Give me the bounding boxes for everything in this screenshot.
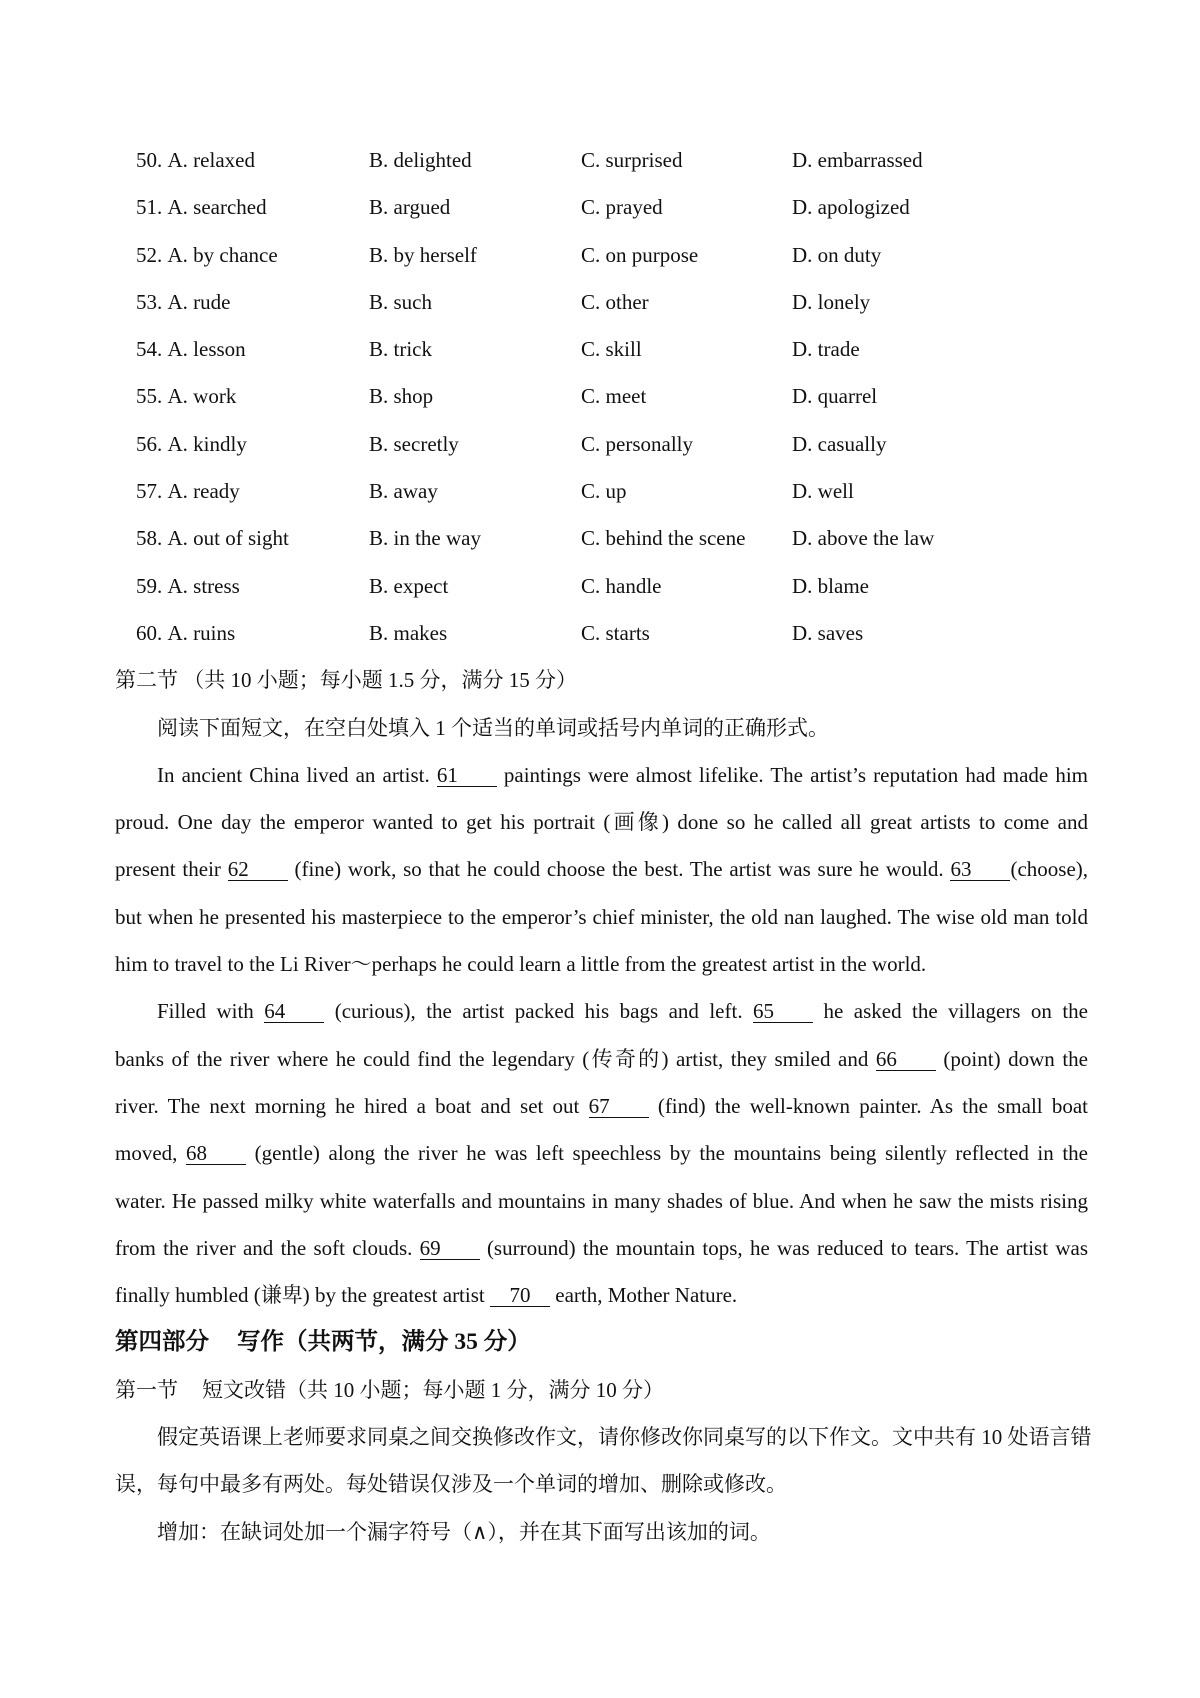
section-2-heading: 第二节 （共 10 小题；每小题 1.5 分，满分 15 分） xyxy=(115,668,577,693)
blank-61: 61 xyxy=(437,765,497,787)
option-c: C. behind the scene xyxy=(581,526,746,551)
option-b: B. secretly xyxy=(369,431,459,456)
question-number: 58. xyxy=(136,526,163,551)
passage-text: water. He passed milky white waterfalls and mountains in many shades of blue. And when he saw the mists rising xyxy=(115,1188,1088,1213)
option-a: A. rude xyxy=(167,289,231,314)
section-1-instruction-line: 误，每句中最多有两处。每处错误仅涉及一个单词的增加、删除或修改。 xyxy=(115,1472,787,1497)
question-row xyxy=(115,232,1088,279)
option-b: B. shop xyxy=(369,384,434,409)
option-a: A. relaxed xyxy=(167,148,255,172)
option-d: D. on duty xyxy=(792,242,882,267)
passage-text: from the river and the soft clouds. xyxy=(115,1235,420,1260)
passage-text: (point) down the xyxy=(935,1046,1089,1071)
question-row xyxy=(115,137,1088,184)
option-c: C. other xyxy=(581,289,649,314)
option-d: D. casually xyxy=(792,431,887,456)
passage-line xyxy=(115,1130,1088,1177)
blank-69: 69 xyxy=(420,1238,480,1260)
question-row xyxy=(115,610,1088,657)
option-c: C. skill xyxy=(581,337,642,362)
section-2-instruction: 阅读下面短文，在空白处填入 1 个适当的单词或括号内单词的正确形式。 xyxy=(157,715,829,740)
passage-line xyxy=(115,1225,1088,1272)
passage-text: present their xyxy=(115,857,228,882)
option-d: D. blame xyxy=(792,573,869,598)
option-a: A. lesson xyxy=(167,337,246,362)
question-cell xyxy=(136,421,247,468)
question-number: 54. xyxy=(136,337,163,362)
passage-text: Filled with xyxy=(157,999,265,1024)
question-cell xyxy=(136,184,267,231)
blank-70: 70 xyxy=(490,1285,550,1307)
option-c: C. personally xyxy=(581,431,693,456)
question-number: 53. xyxy=(136,289,163,314)
question-cell xyxy=(136,563,240,610)
question-cell xyxy=(136,373,236,420)
question-cell xyxy=(136,232,278,279)
blank-63: 63 xyxy=(950,859,1010,881)
option-c: C. surprised xyxy=(581,148,683,172)
section-1-instruction-line: 假定英语课上老师要求同桌之间交换修改作文，请你修改你同桌写的以下作文。文中共有 10 处语言错 xyxy=(157,1425,1092,1450)
passage-text: paintings were almost lifelike. The artist’s reputation had made him xyxy=(496,762,1088,787)
option-d: D. above the law xyxy=(792,526,935,551)
question-row xyxy=(115,515,1088,562)
question-row xyxy=(115,326,1088,373)
blank-68: 68 xyxy=(186,1143,246,1165)
question-row xyxy=(115,468,1088,515)
option-d: D. well xyxy=(792,479,854,504)
option-c: C. up xyxy=(581,479,627,504)
blank-62: 62 xyxy=(228,859,288,881)
blank-65: 65 xyxy=(753,1001,813,1023)
option-b: B. trick xyxy=(369,337,432,362)
question-number: 51. xyxy=(136,195,163,220)
option-d: D. apologized xyxy=(792,195,910,220)
question-number: 60. xyxy=(136,620,163,645)
passage-text: (gentle) along the river he was left speechless by the mountains being silently reflected in the xyxy=(246,1141,1089,1166)
passage-line xyxy=(115,1083,1088,1130)
passage-line xyxy=(115,799,1088,846)
question-cell xyxy=(136,515,289,562)
option-c: C. prayed xyxy=(581,195,663,220)
question-cell xyxy=(136,610,235,657)
question-number: 55. xyxy=(136,384,163,409)
question-row xyxy=(115,184,1088,231)
passage-text: moved, xyxy=(115,1141,187,1166)
question-cell xyxy=(136,137,255,184)
option-b: B. delighted xyxy=(369,148,472,172)
cloze-options-list xyxy=(115,137,1088,657)
reading-passage xyxy=(115,752,1088,1320)
option-d: D. lonely xyxy=(792,289,871,314)
question-cell xyxy=(136,468,240,515)
option-a: A. ruins xyxy=(167,620,236,645)
passage-line xyxy=(115,941,1088,988)
question-number: 59. xyxy=(136,573,163,598)
question-number: 57. xyxy=(136,479,163,504)
question-row xyxy=(115,279,1088,326)
blank-66: 66 xyxy=(876,1049,936,1071)
part-4-heading xyxy=(115,1319,1088,1366)
passage-line xyxy=(115,1272,1088,1319)
question-row xyxy=(115,421,1088,468)
question-row xyxy=(115,563,1088,610)
section-1-title: 短文改错（共 10 小题；每小题 1 分，满分 10 分） xyxy=(202,1377,664,1402)
option-a: A. searched xyxy=(167,195,267,220)
option-b: B. argued xyxy=(369,195,451,220)
option-b: B. makes xyxy=(369,620,448,645)
passage-line xyxy=(115,1036,1088,1083)
passage-text: (curious), the artist packed his bags and left. xyxy=(324,999,754,1024)
blank-64: 64 xyxy=(264,1001,324,1023)
question-cell xyxy=(136,326,246,373)
passage-text: him to travel to the Li River～perhaps he could learn a little from the greatest artist in the world. xyxy=(115,952,927,977)
passage-text: but when he presented his masterpiece to the emperor’s chief minister, the old nan laughed. The wise old man told xyxy=(115,904,1088,929)
option-a: A. kindly xyxy=(167,431,247,456)
passage-text: (choose), xyxy=(1010,857,1089,882)
option-c: C. handle xyxy=(581,573,662,598)
passage-text: (find) the well-known painter. As the small boat xyxy=(648,1093,1088,1118)
question-row xyxy=(115,373,1088,420)
option-a: A. ready xyxy=(167,479,240,504)
option-a: A. by chance xyxy=(167,242,278,267)
option-b: B. in the way xyxy=(369,526,481,551)
passage-line xyxy=(115,1178,1088,1225)
passage-line xyxy=(115,846,1088,893)
option-c: C. starts xyxy=(581,620,650,645)
question-cell xyxy=(136,279,230,326)
option-a: A. out of sight xyxy=(167,526,289,551)
option-a: A. work xyxy=(167,384,237,409)
part-4-title: 第四部分 xyxy=(115,1329,209,1356)
section-1-add-rule: 增加：在缺词处加一个漏字符号（∧），并在其下面写出该加的词。 xyxy=(157,1519,771,1544)
question-number: 50. xyxy=(136,148,163,172)
option-b: B. by herself xyxy=(369,242,477,267)
passage-text: river. The next morning he hired a boat and set out xyxy=(115,1093,589,1118)
question-number: 56. xyxy=(136,431,163,456)
blank-67: 67 xyxy=(589,1096,649,1118)
option-b: B. such xyxy=(369,289,432,314)
option-d: D. saves xyxy=(792,620,864,645)
option-a: A. stress xyxy=(167,573,240,598)
passage-text: proud. One day the emperor wanted to get his portrait (画像) done so he called all great artists to come and xyxy=(115,810,1088,835)
section-1-heading xyxy=(115,1367,1088,1414)
passage-line xyxy=(115,752,1088,799)
option-d: D. embarrassed xyxy=(792,148,923,172)
passage-text: (fine) work, so that he could choose the best. The artist was sure he would. xyxy=(287,857,951,882)
option-c: C. meet xyxy=(581,384,647,409)
passage-line xyxy=(115,894,1088,941)
passage-text: banks of the river where he could find the legendary (传奇的) artist, they smiled and xyxy=(115,1046,876,1071)
section-1-label: 第一节 xyxy=(115,1377,178,1402)
option-d: D. quarrel xyxy=(792,384,878,409)
question-number: 52. xyxy=(136,242,163,267)
passage-text: In ancient China lived an artist. xyxy=(157,762,437,787)
passage-line xyxy=(115,988,1088,1035)
passage-text: earth, Mother Nature. xyxy=(550,1283,738,1308)
passage-text: finally humbled (谦卑) by the greatest artist xyxy=(115,1283,490,1308)
part-4-subtitle: 写作（共两节，满分 35 分） xyxy=(237,1329,531,1356)
option-d: D. trade xyxy=(792,337,860,362)
page-content xyxy=(115,137,1092,1556)
option-b: B. expect xyxy=(369,573,449,598)
option-b: B. away xyxy=(369,479,438,504)
passage-text: he asked the villagers on the xyxy=(813,999,1088,1024)
option-c: C. on purpose xyxy=(581,242,699,267)
passage-text: (surround) the mountain tops, he was reduced to tears. The artist was xyxy=(479,1235,1089,1260)
